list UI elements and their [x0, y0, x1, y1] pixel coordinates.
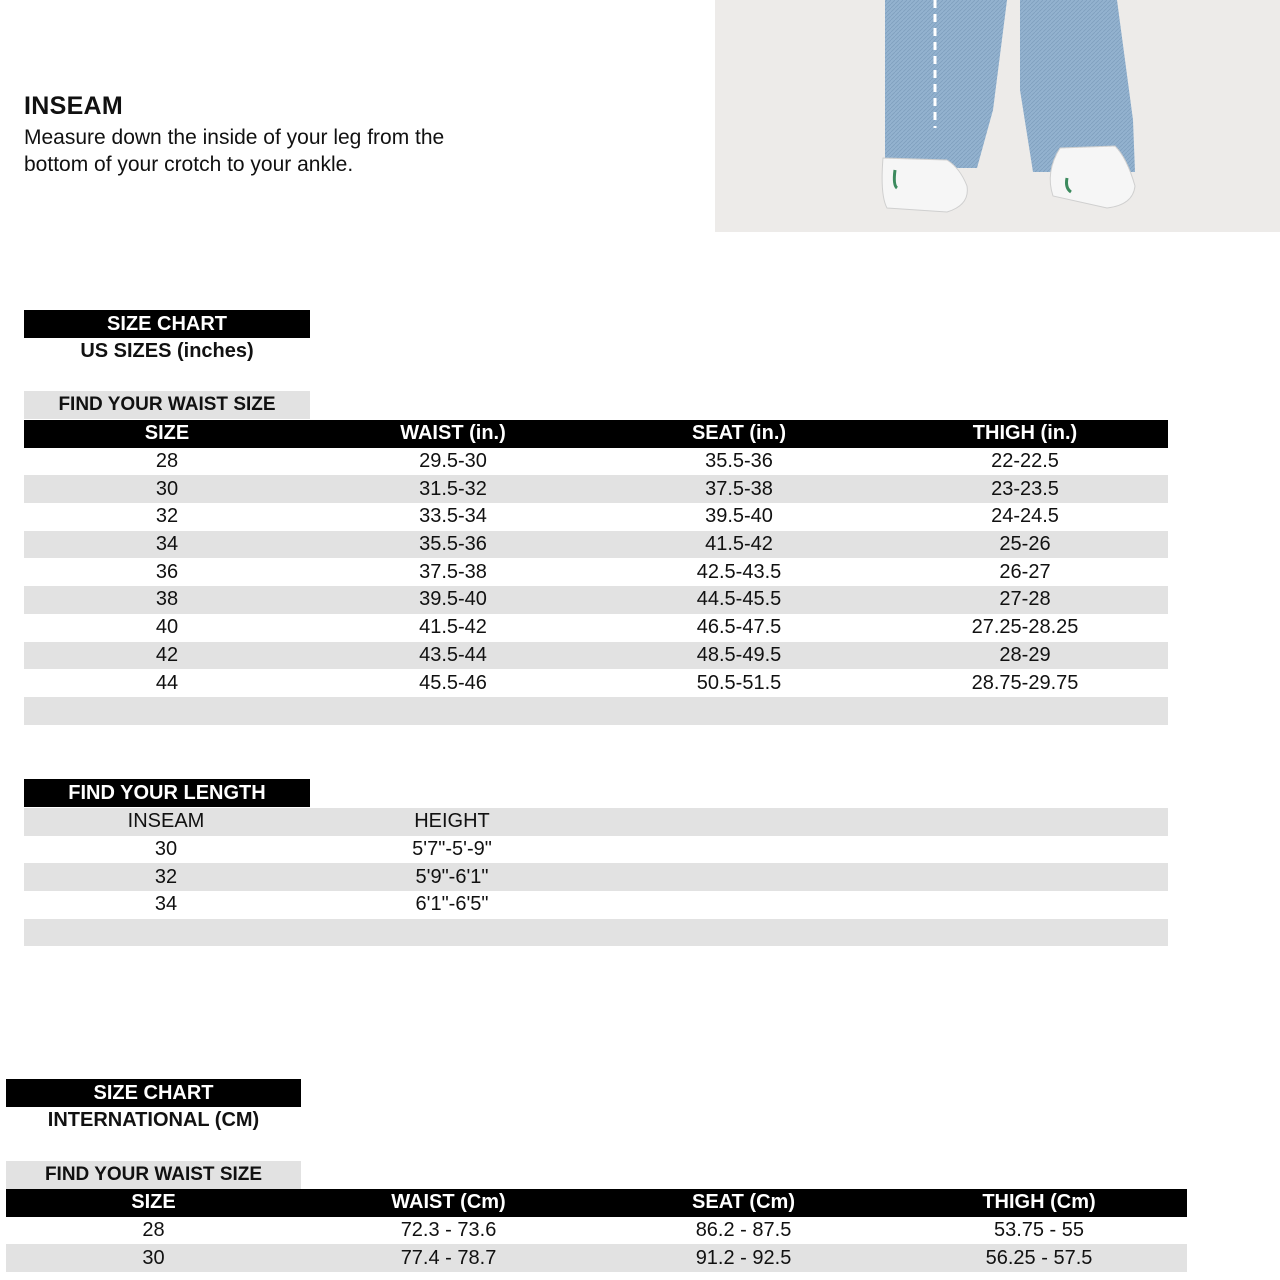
empty-row — [24, 919, 1168, 947]
cell-waist: 33.5-34 — [419, 505, 487, 528]
cell-size: 44 — [155, 671, 179, 694]
jeans-photo — [715, 0, 1280, 232]
jeans-illustration — [715, 0, 1280, 232]
cell-thigh: 26-27 — [999, 560, 1051, 583]
cell-thigh: 53.75 - 55 — [993, 1219, 1085, 1242]
header-size: SIZE — [144, 422, 190, 445]
cell-waist: 77.4 - 78.7 — [400, 1246, 497, 1269]
table-row — [24, 891, 1168, 919]
cell-waist: 37.5-38 — [419, 560, 487, 583]
cell-size: 30 — [142, 1246, 165, 1269]
empty-row — [24, 697, 1168, 725]
cell-waist: 45.5-46 — [419, 671, 487, 694]
cell-thigh: 24-24.5 — [991, 505, 1059, 528]
inseam-description: Measure down the inside of your leg from the bottom of your crotch to your ankle. — [24, 126, 445, 176]
cell-seat: 86.2 - 87.5 — [695, 1219, 792, 1242]
cell-waist: 43.5-44 — [419, 643, 487, 666]
cell-waist: 31.5-32 — [419, 477, 487, 500]
cell-thigh: 56.25 - 57.5 — [985, 1246, 1093, 1269]
header-size: SIZE — [131, 1191, 176, 1214]
cell-thigh: 25-26 — [999, 533, 1051, 556]
header-seat: SEAT (in.) — [691, 422, 787, 445]
cell-waist: 41.5-42 — [419, 616, 487, 639]
table-row — [24, 475, 1168, 503]
header-inseam: INSEAM — [127, 810, 205, 833]
cell-seat: 46.5-47.5 — [696, 616, 782, 639]
header-thigh: THIGH (Cm) — [982, 1191, 1096, 1214]
cell-size: 28 — [155, 450, 179, 473]
intl-size-table — [6, 1189, 1187, 1272]
header-thigh: THIGH (in.) — [972, 422, 1078, 445]
table-row — [24, 558, 1168, 586]
length-table — [24, 808, 1168, 946]
cell-seat: 44.5-45.5 — [696, 588, 782, 611]
header-height: HEIGHT — [414, 810, 490, 833]
intl-size-chart-subtitle: INTERNATIONAL (CM) — [47, 1109, 260, 1131]
intl-waist-tab: FIND YOUR WAIST SIZE — [6, 1161, 301, 1189]
cell-size: 36 — [155, 560, 179, 583]
cell-waist: 29.5-30 — [419, 450, 487, 473]
cell-thigh: 22-22.5 — [991, 450, 1059, 473]
table-row — [24, 531, 1168, 559]
table-row — [6, 1217, 1187, 1245]
cell-height: 5'9"-6'1" — [415, 865, 489, 888]
cell-seat: 48.5-49.5 — [696, 643, 782, 666]
table-row — [24, 669, 1168, 697]
inseam-title: INSEAM — [24, 92, 124, 120]
cell-size: 32 — [155, 505, 179, 528]
cell-thigh: 23-23.5 — [991, 477, 1059, 500]
cell-seat: 91.2 - 92.5 — [695, 1246, 792, 1269]
table-row — [24, 586, 1168, 614]
cell-size: 40 — [155, 616, 179, 639]
cell-size: 34 — [155, 533, 179, 556]
table-header-row — [24, 420, 1168, 448]
table-row — [24, 836, 1168, 864]
us-size-chart-subtitle: US SIZES (inches) — [80, 340, 254, 362]
cell-inseam: 34 — [154, 893, 178, 916]
length-chart-title: FIND YOUR LENGTH — [24, 779, 310, 807]
us-size-chart-title: SIZE CHART — [24, 310, 310, 338]
table-row — [24, 448, 1168, 476]
header-waist: WAIST (Cm) — [391, 1191, 506, 1214]
cell-waist: 35.5-36 — [419, 533, 487, 556]
table-row — [6, 1244, 1187, 1272]
cell-seat: 50.5-51.5 — [696, 671, 782, 694]
cell-thigh: 27-28 — [999, 588, 1051, 611]
cell-thigh: 28-29 — [999, 643, 1051, 666]
cell-height: 5'7"-5'-9" — [412, 838, 492, 861]
table-header-row — [6, 1189, 1187, 1217]
cell-inseam: 32 — [154, 865, 178, 888]
table-row — [24, 642, 1168, 670]
header-seat: SEAT (Cm) — [692, 1191, 795, 1214]
us-waist-tab: FIND YOUR WAIST SIZE — [24, 391, 310, 419]
cell-size: 42 — [155, 643, 179, 666]
length-header-row — [24, 808, 1168, 836]
header-waist: WAIST (in.) — [400, 422, 506, 445]
cell-size: 38 — [155, 588, 179, 611]
us-size-table — [24, 420, 1168, 725]
cell-size: 28 — [142, 1219, 165, 1242]
cell-inseam: 30 — [154, 838, 178, 861]
cell-waist: 72.3 - 73.6 — [400, 1219, 497, 1242]
cell-seat: 37.5-38 — [705, 477, 773, 500]
cell-thigh: 28.75-29.75 — [971, 671, 1079, 694]
cell-seat: 35.5-36 — [705, 450, 773, 473]
cell-height: 6'1"-6'5" — [415, 893, 489, 916]
cell-seat: 39.5-40 — [705, 505, 773, 528]
intl-size-chart-title: SIZE CHART — [6, 1079, 301, 1107]
table-row — [24, 614, 1168, 642]
cell-thigh: 27.25-28.25 — [971, 616, 1079, 639]
cell-size: 30 — [155, 477, 179, 500]
table-row — [24, 863, 1168, 891]
cell-seat: 42.5-43.5 — [696, 560, 782, 583]
table-row — [24, 503, 1168, 531]
cell-waist: 39.5-40 — [419, 588, 487, 611]
cell-seat: 41.5-42 — [705, 533, 773, 556]
